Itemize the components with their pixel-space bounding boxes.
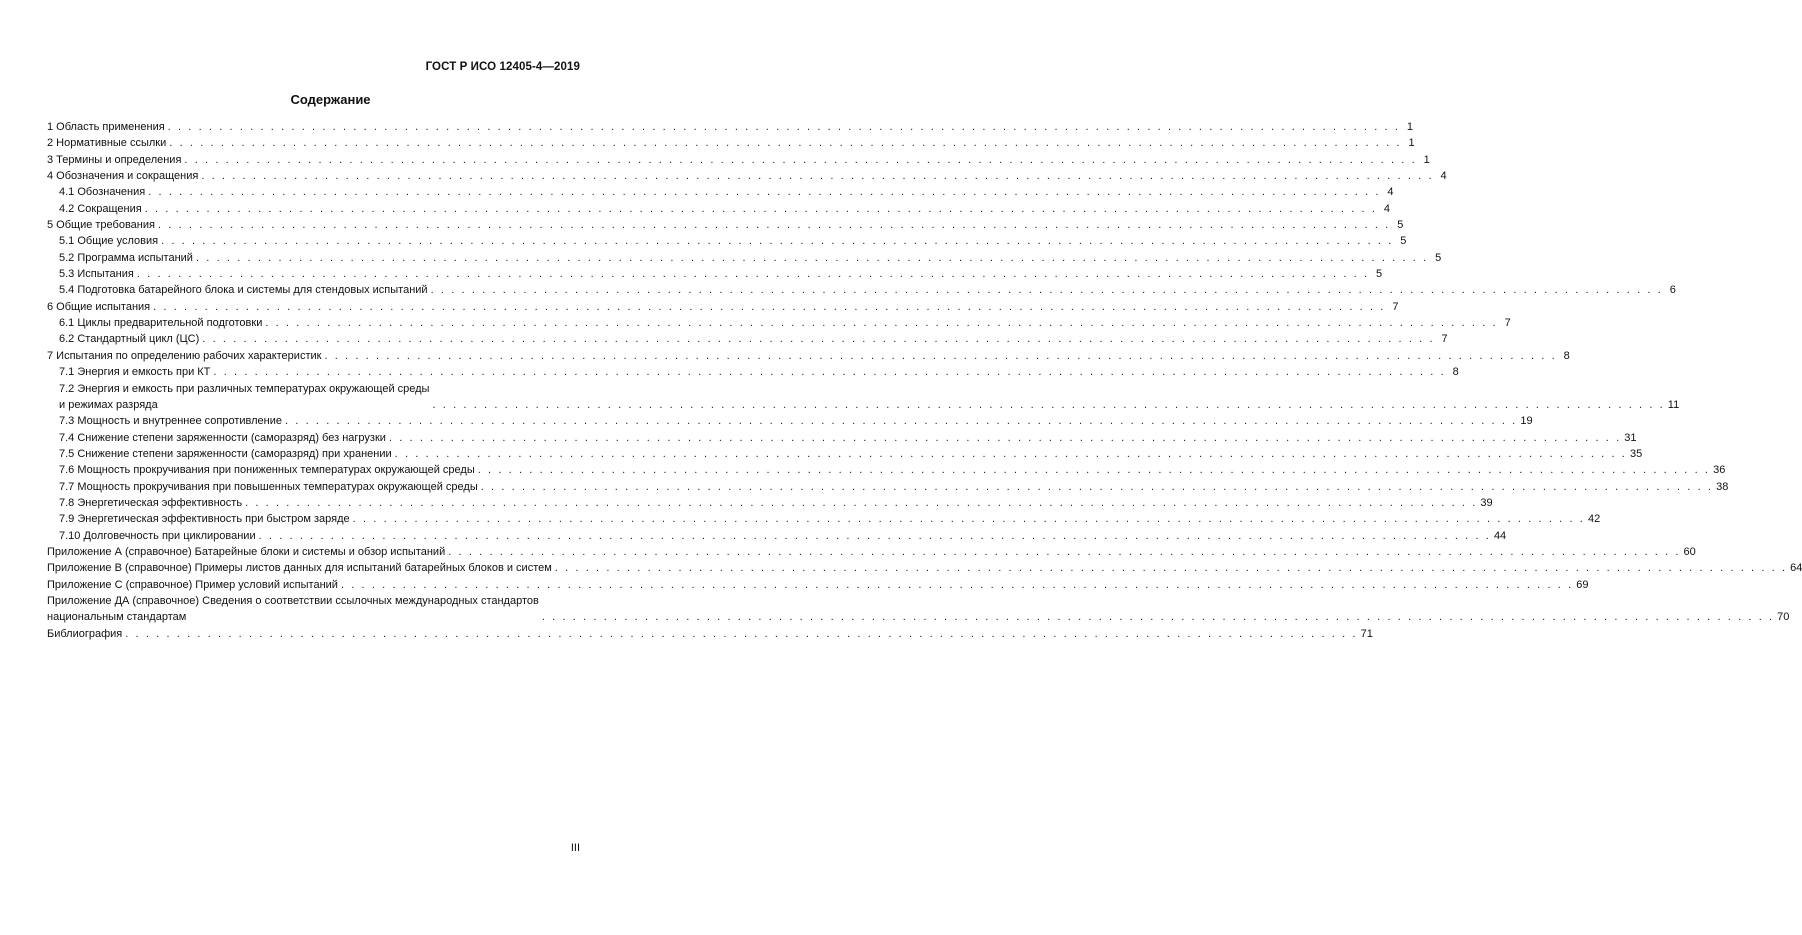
toc-leader-dots: . . . . . . . . . . . . . . . . . . . . . . . . . . . . . . . . . . . . . . . . . . . . . . . . . . . . . . . . . . . . . . . . . . . . . . . . . . . . . . . . . . . . . . . . . . . . . . . . . . . . . . . . . . . . . . . . . . . . . . . . [448, 545, 1681, 558]
toc-entry-title: 1 Область применения [47, 121, 165, 133]
toc-entry-page: 8 [1563, 349, 1570, 362]
toc-leader-dots: . . . . . . . . . . . . . . . . . . . . . . . . . . . . . . . . . . . . . . . . . . . . . . . . . . . . . . . . . . . . . . . . . . . . . . . . . . . . . . . . . . . . . . . . . . . . . . . . . . . . . . . . . . . . . . . . . . . . . . . . [340, 578, 1574, 591]
toc-entry-page: 71 [1360, 627, 1373, 640]
toc-leader-dots: . . . . . . . . . . . . . . . . . . . . . . . . . . . . . . . . . . . . . . . . . . . . . . . . . . . . . . . . . . . . . . . . . . . . . . . . . . . . . . . . . . . . . . . . . . . . . . . . . . . . . . . . . . . . . . . . . . . . . . . . [265, 317, 1498, 330]
toc-entry[interactable] [47, 413, 1533, 429]
toc-leader-dots: . . . . . . . . . . . . . . . . . . . . . . . . . . . . . . . . . . . . . . . . . . . . . . . . . . . . . . . . . . . . . . . . . . . . . . . . . . . . . . . . . . . . . . . . . . . . . . . . . . . . . . . . . . . . . . . . . . . . . . . . [167, 121, 1400, 133]
toc-leader-dots: . . . . . . . . . . . . . . . . . . . . . . . . . . . . . . . . . . . . . . . . . . . . . . . . . . . . . . . . . . . . . . . . . . . . . . . . . . . . . . . . . . . . . . . . . . . . . . . . . . . . . . . . . . . . . . . . . . . . . . . . [394, 447, 1627, 460]
toc-leader-dots: . . . . . . . . . . . . . . . . . . . . . . . . . . . . . . . . . . . . . . . . . . . . . . . . . . . . . . . . . . . . . . . . . . . . . . . . . . . . . . . . . . . . . . . . . . . . . . . . . . . . . . . . . . . . . . . . . . . . . . . . [169, 137, 1402, 150]
toc-leader-dots: . . . . . . . . . . . . . . . . . . . . . . . . . . . . . . . . . . . . . . . . . . . . . . . . . . . . . . . . . . . . . . . . . . . . . . . . . . . . . . . . . . . . . . . . . . . . . . . . . . . . . . . . . . . . . . . . . . . . . . . . [125, 627, 1358, 640]
toc-entry[interactable] [47, 152, 1430, 168]
toc-entry-title: 7.8 Энергетическая эффективность [59, 496, 243, 509]
toc-leader-dots: . . . . . . . . . . . . . . . . . . . . . . . . . . . . . . . . . . . . . . . . . . . . . . . . . . . . . . . . . . . . . . . . . . . . . . . . . . . . . . . . . . . . . . . . . . . . . . . . . . . . . . . . . . . . . . . . . . . . . . . . [324, 349, 1557, 362]
toc-entry-title: 5.1 Общие условия [59, 235, 159, 248]
toc-leader-dots: . . . . . . . . . . . . . . . . . . . . . . . . . . . . . . . . . . . . . . . . . . . . . . . . . . . . . . . . . . . . . . . . . . . . . . . . . . . . . . . . . . . . . . . . . . . . . . . . . . . . . . . . . . . . . . . . . . . . . . . . [148, 186, 1381, 199]
toc-entry-title: 6.1 Циклы предварительной подготовки [59, 317, 263, 330]
toc-leader-dots: . . . . . . . . . . . . . . . . . . . . . . . . . . . . . . . . . . . . . . . . . . . . . . . . . . . . . . . . . . . . . . . . . . . . . . . . . . . . . . . . . . . . . . . . . . . . . . . . . . . . . . . . . . . . . . . . . . . . . . . . [136, 268, 1370, 281]
toc-entry-page: 5 [1400, 235, 1407, 248]
toc-entry-title: 5 Общие требования [47, 219, 155, 232]
toc-leader-dots: . . . . . . . . . . . . . . . . . . . . . . . . . . . . . . . . . . . . . . . . . . . . . . . . . . . . . . . . . . . . . . . . . . . . . . . . . . . . . . . . . . . . . . . . . . . . . . . . . . . . . . . . . . . . . . . . . . . . . . . . [213, 366, 1446, 379]
toc-entry[interactable] [47, 577, 1589, 593]
toc-entry[interactable] [47, 462, 1726, 478]
toc-entry[interactable] [47, 348, 1570, 364]
toc-entry-title: 6.2 Стандартный цикл (ЦС) [59, 333, 200, 346]
toc-entry-title: Приложение С (справочное) Пример условий испытаний [47, 578, 338, 591]
toc-entry-page: 5 [1435, 251, 1442, 264]
toc-entry-title: 7.5 Снижение степени заряженности (саморазряд) при хранении [59, 447, 392, 460]
toc-entry-title: 4.2 Сокращения [59, 202, 142, 215]
toc-entry[interactable] [47, 217, 1404, 233]
toc-entry-page: 19 [1520, 415, 1533, 428]
document-id: ГОСТ Р ИСО 12405-4—2019 [425, 61, 580, 73]
toc-leader-dots: . . . . . . . . . . . . . . . . . . . . . . . . . . . . . . . . . . . . . . . . . . . . . . . . . . . . . . . . . . . . . . . . . . . . . . . . . . . . . . . . . . . . . . . . . . . . . . . . . . . . . . . . . . . . . . . . . . . . . . . . [245, 496, 1478, 509]
toc-leader-dots: . . . . . . . . . . . . . . . . . . . . . . . . . . . . . . . . . . . . . . . . . . . . . . . . . . . . . . . . . . . . . . . . . . . . . . . . . . . . . . . . . . . . . . . . . . . . . . . . . . . . . . . . . . . . . . . . . . . . . . . . [477, 464, 1711, 477]
toc-leader-dots: . . . . . . . . . . . . . . . . . . . . . . . . . . . . . . . . . . . . . . . . . . . . . . . . . . . . . . . . . . . . . . . . . . . . . . . . . . . . . . . . . . . . . . . . . . . . . . . . . . . . . . . . . . . . . . . . . . . . . . . . [480, 480, 1714, 493]
toc-entry[interactable] [47, 479, 1729, 495]
toc-entry-page: 60 [1683, 545, 1696, 558]
toc-leader-dots: . . . . . . . . . . . . . . . . . . . . . . . . . . . . . . . . . . . . . . . . . . . . . . . . . . . . . . . . . . . . . . . . . . . . . . . . . . . . . . . . . . . . . . . . . . . . . . . . . . . . . . . . . . . . . . . . . . . . . . . . [430, 284, 1663, 297]
toc-entry[interactable] [47, 593, 1790, 626]
toc-entry-page: 42 [1587, 513, 1601, 526]
toc-entry-title: 4.1 Обозначения [59, 186, 146, 199]
toc-entry-title: 4 Обозначения и сокращения [47, 170, 199, 183]
toc-entry-page: 5 [1397, 219, 1404, 232]
toc-leader-dots: . . . . . . . . . . . . . . . . . . . . . . . . . . . . . . . . . . . . . . . . . . . . . . . . . . . . . . . . . . . . . . . . . . . . . . . . . . . . . . . . . . . . . . . . . . . . . . . . . . . . . . . . . . . . . . . . . . . . . . . . [161, 235, 1394, 248]
toc-entry-title: 7.2 Энергия и емкость при различных температурах окружающей среды и режимах разряда [59, 382, 430, 411]
toc-entry[interactable] [47, 250, 1442, 266]
toc-entry[interactable] [47, 364, 1459, 380]
toc-entry[interactable] [47, 528, 1507, 544]
toc-entry-title: Приложение А (справочное) Батарейные блоки и системы и обзор испытаний [47, 545, 446, 558]
toc-entry[interactable] [47, 119, 1413, 135]
toc-entry-title: 5.4 Подготовка батарейного блока и системы для стендовых испытаний [59, 284, 428, 297]
toc-entry-page: 4 [1387, 186, 1394, 199]
toc-leader-dots: . . . . . . . . . . . . . . . . . . . . . . . . . . . . . . . . . . . . . . . . . . . . . . . . . . . . . . . . . . . . . . . . . . . . . . . . . . . . . . . . . . . . . . . . . . . . . . . . . . . . . . . . . . . . . . . . . . . . . . . . [153, 300, 1386, 313]
toc-entry-page: 31 [1624, 431, 1637, 444]
toc-entry-title: 6 Общие испытания [47, 300, 151, 313]
toc-entry[interactable] [47, 626, 1373, 642]
toc-entry-title: 7.4 Снижение степени заряженности (саморазряд) без нагрузки [59, 431, 386, 444]
toc-leader-dots: . . . . . . . . . . . . . . . . . . . . . . . . . . . . . . . . . . . . . . . . . . . . . . . . . . . . . . . . . . . . . . . . . . . . . . . . . . . . . . . . . . . . . . . . . . . . . . . . . . . . . . . . . . . . . . . . . . . . . . . . [554, 562, 1788, 575]
toc-leader-dots: . . . . . . . . . . . . . . . . . . . . . . . . . . . . . . . . . . . . . . . . . . . . . . . . . . . . . . . . . . . . . . . . . . . . . . . . . . . . . . . . . . . . . . . . . . . . . . . . . . . . . . . . . . . . . . . . . . . . . . . . [157, 219, 1391, 232]
toc-entry-page: 1 [1406, 121, 1413, 133]
toc-entry-page: 70 [1777, 611, 1790, 624]
toc-entry-page: 7 [1504, 317, 1511, 330]
toc-title: Содержание [290, 92, 371, 107]
toc-entry-page: 64 [1790, 562, 1802, 575]
toc-entry[interactable] [47, 544, 1696, 560]
toc-leader-dots: . . . . . . . . . . . . . . . . . . . . . . . . . . . . . . . . . . . . . . . . . . . . . . . . . . . . . . . . . . . . . . . . . . . . . . . . . . . . . . . . . . . . . . . . . . . . . . . . . . . . . . . . . . . . . . . . . . . . . . . . [388, 431, 1622, 444]
toc-entry-title: 7.9 Энергетическая эффективность при быстром заряде [59, 513, 350, 526]
toc-leader-dots: . . . . . . . . . . . . . . . . . . . . . . . . . . . . . . . . . . . . . . . . . . . . . . . . . . . . . . . . . . . . . . . . . . . . . . . . . . . . . . . . . . . . . . . . . . . . . . . . . . . . . . . . . . . . . . . . . . . . . . . . [144, 202, 1378, 215]
toc-entry-page: 5 [1376, 268, 1383, 281]
toc-entry-title: 7.3 Мощность и внутреннее сопротивление [59, 415, 282, 428]
toc-entry[interactable] [47, 446, 1643, 462]
toc-entry[interactable] [47, 511, 1601, 527]
toc-entry-page: 69 [1576, 578, 1589, 591]
toc-leader-dots: . . . . . . . . . . . . . . . . . . . . . . . . . . . . . . . . . . . . . . . . . . . . . . . . . . . . . . . . . . . . . . . . . . . . . . . . . . . . . . . . . . . . . . . . . . . . . . . . . . . . . . . . . . . . . . . . . . . . . . . . [201, 170, 1434, 183]
toc-entry[interactable] [47, 282, 1676, 298]
toc-entry[interactable] [47, 168, 1447, 184]
toc-entry-page: 1 [1423, 153, 1430, 166]
toc-entry-page: 4 [1383, 202, 1391, 215]
toc-entry-page: 44 [1493, 529, 1507, 542]
toc-leader-dots: . . . . . . . . . . . . . . . . . . . . . . . . . . . . . . . . . . . . . . . . . . . . . . . . . . . . . . . . . . . . . . . . . . . . . . . . . . . . . . . . . . . . . . . . . . . . . . . . . . . . . . . . . . . . . . . . . . . . . . . . [202, 333, 1435, 346]
toc-entry-page: 8 [1452, 366, 1459, 379]
toc-entry[interactable] [47, 135, 1415, 151]
toc-leader-dots: . . . . . . . . . . . . . . . . . . . . . . . . . . . . . . . . . . . . . . . . . . . . . . . . . . . . . . . . . . . . . . . . . . . . . . . . . . . . . . . . . . . . . . . . . . . . . . . . . . . . . . . . . . . . . . . . . . . . . . . . [195, 251, 1429, 264]
toc-entry-title: Приложение ДА (справочное) Сведения о соответствии ссылочных международных стандартов национальным стандартам [47, 594, 539, 624]
toc-entry-title: 5.2 Программа испытаний [59, 251, 193, 264]
toc-entry[interactable] [47, 233, 1407, 249]
toc-entry[interactable] [47, 430, 1637, 446]
table-of-contents [47, 119, 1802, 642]
toc-entry-page: 36 [1713, 464, 1726, 477]
toc-entry-title: 7.10 Долговечность при циклировании [59, 529, 256, 542]
toc-entry[interactable] [47, 315, 1511, 331]
toc-entry-title: 5.3 Испытания [59, 268, 134, 281]
toc-leader-dots: . . . . . . . . . . . . . . . . . . . . . . . . . . . . . . . . . . . . . . . . . . . . . . . . . . . . . . . . . . . . . . . . . . . . . . . . . . . . . . . . . . . . . . . . . . . . . . . . . . . . . . . . . . . . . . . . . . . . . . . . [352, 513, 1585, 526]
toc-entry-page: 11 [1667, 398, 1680, 411]
toc-entry-page: 7 [1392, 300, 1399, 313]
toc-entry-title: 7.7 Мощность прокручивания при повышенных температурах окружающей среды [59, 480, 478, 493]
toc-leader-dots: . . . . . . . . . . . . . . . . . . . . . . . . . . . . . . . . . . . . . . . . . . . . . . . . . . . . . . . . . . . . . . . . . . . . . . . . . . . . . . . . . . . . . . . . . . . . . . . . . . . . . . . . . . . . . . . . . . . . . . . . [258, 529, 1491, 542]
toc-entry[interactable] [47, 331, 1448, 347]
toc-leader-dots: . . . . . . . . . . . . . . . . . . . . . . . . . . . . . . . . . . . . . . . . . . . . . . . . . . . . . . . . . . . . . . . . . . . . . . . . . . . . . . . . . . . . . . . . . . . . . . . . . . . . . . . . . . . . . . . . . . . . . . . . [285, 415, 1518, 428]
toc-entry-page: 39 [1480, 496, 1493, 509]
toc-entry-title: Приложение В (справочное) Примеры листов данных для испытаний батарейных блоков и систем [47, 562, 552, 575]
toc-leader-dots: . . . . . . . . . . . . . . . . . . . . . . . . . . . . . . . . . . . . . . . . . . . . . . . . . . . . . . . . . . . . . . . . . . . . . . . . . . . . . . . . . . . . . . . . . . . . . . . . . . . . . . . . . . . . . . . . . . . . . . . . [184, 153, 1417, 166]
toc-entry-title: 7.6 Мощность прокручивания при пониженных температурах окружающей среды [59, 464, 475, 477]
toc-entry-page: 1 [1408, 137, 1415, 150]
toc-entry-page: 7 [1441, 333, 1448, 346]
toc-entry-title: Библиография [47, 627, 123, 640]
toc-entry-page: 6 [1669, 284, 1676, 297]
toc-entry-page: 35 [1629, 447, 1643, 460]
toc-entry[interactable] [47, 266, 1383, 282]
toc-entry-page: 4 [1440, 170, 1447, 183]
page-number: III [570, 842, 580, 854]
toc-leader-dots: . . . . . . . . . . . . . . . . . . . . . . . . . . . . . . . . . . . . . . . . . . . . . . . . . . . . . . . . . . . . . . . . . . . . . . . . . . . . . . . . . . . . . . . . . . . . . . . . . . . . . . . . . . . . . . . . . . . . . . . . [432, 398, 1665, 411]
toc-entry-title: 7 Испытания по определению рабочих характеристик [47, 349, 322, 362]
toc-entry[interactable] [47, 560, 1802, 576]
toc-entry[interactable] [47, 495, 1493, 511]
toc-leader-dots: . . . . . . . . . . . . . . . . . . . . . . . . . . . . . . . . . . . . . . . . . . . . . . . . . . . . . . . . . . . . . . . . . . . . . . . . . . . . . . . . . . . . . . . . . . . . . . . . . . . . . . . . . . . . . . . . . . . . . . . . [541, 611, 1775, 624]
toc-entry[interactable] [47, 299, 1399, 315]
toc-entry-page: 38 [1716, 480, 1729, 493]
toc-entry[interactable] [47, 201, 1391, 217]
toc-entry-title: 7.1 Энергия и емкость при КТ [59, 366, 211, 379]
toc-entry-title: 2 Нормативные ссылки [47, 137, 167, 150]
toc-entry[interactable] [47, 381, 1680, 414]
toc-entry-title: 3 Термины и определения [47, 153, 182, 166]
toc-entry[interactable] [47, 184, 1394, 200]
